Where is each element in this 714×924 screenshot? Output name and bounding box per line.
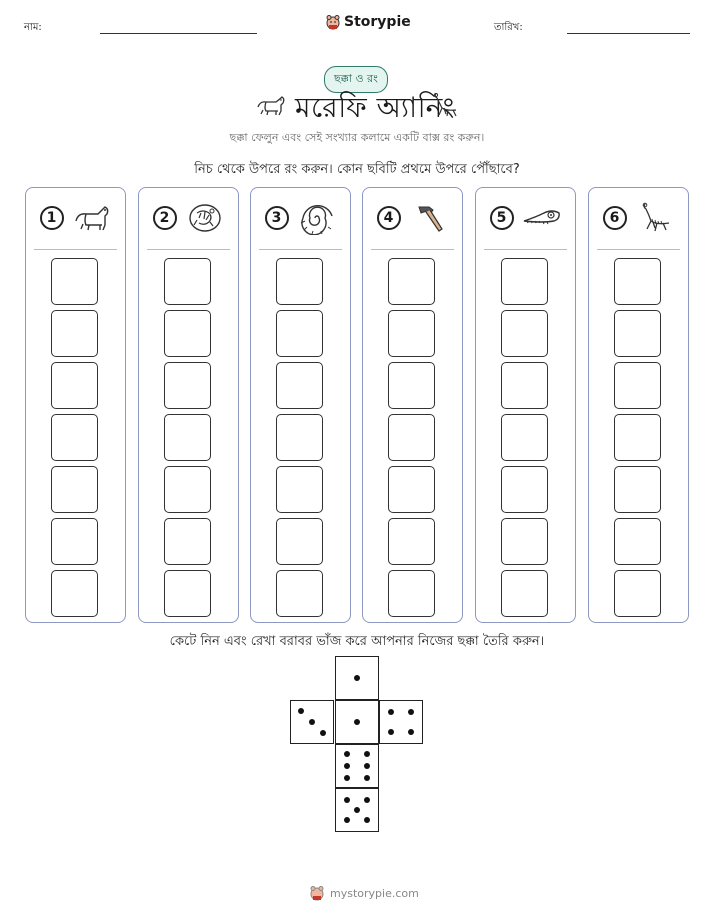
column-divider [484,249,567,250]
dog-icon [72,201,112,235]
instruction-text: নিচ থেকে উপরে রং করুন। কোন ছবিটি প্রথমে উপরে পৌঁছাবে? [194,162,520,177]
date-line[interactable] [567,33,690,34]
dice-pip [344,763,350,769]
color-box[interactable] [388,258,435,305]
hammer-icon [409,201,449,235]
color-box[interactable] [164,518,211,565]
color-box[interactable] [276,518,323,565]
ammonite-icon [297,201,337,235]
column-header [147,200,230,236]
column-2 [138,187,239,623]
plesiosaur-skeleton-icon [635,201,675,235]
dice-pip [344,751,350,757]
column-number: 3 [265,206,289,230]
dice-pip [388,729,394,735]
color-box[interactable] [51,258,98,305]
dice-face-5 [335,788,379,832]
dice-face-4 [379,700,423,744]
color-box[interactable] [614,570,661,617]
color-box[interactable] [614,310,661,357]
subtitle: ছক্কা ফেলুন এবং সেই সংখ্যার কলামে একটি বাক্স রং করুন। [229,131,485,144]
color-box[interactable] [164,414,211,461]
dice-pip [354,675,360,681]
column-divider [597,249,680,250]
dice-pip [408,709,414,715]
column-header [34,200,117,236]
color-box[interactable] [51,362,98,409]
column-4 [362,187,463,623]
column-header [597,200,680,236]
column-divider [34,249,117,250]
color-box[interactable] [51,310,98,357]
color-box[interactable] [276,258,323,305]
color-box[interactable] [276,362,323,409]
box-stack [164,258,211,622]
dice-pip [364,763,370,769]
box-stack [51,258,98,622]
cut-instruction: কেটে নিন এবং রেখা বরাবর ভাঁজ করে আপনার নিজের ছক্কা তৈরি করুন। [169,634,545,649]
color-box[interactable] [164,310,211,357]
color-box[interactable] [388,518,435,565]
dice-pip [309,719,315,725]
column-1 [25,187,126,623]
column-divider [371,249,454,250]
dice-pip [344,817,350,823]
dice-face-1 [335,700,379,744]
color-box[interactable] [164,570,211,617]
plesiosaur-icon [428,90,462,120]
color-box[interactable] [501,414,548,461]
color-box[interactable] [501,570,548,617]
color-box[interactable] [276,414,323,461]
color-box[interactable] [614,258,661,305]
dice-pip [298,708,304,714]
box-stack [388,258,435,622]
color-box[interactable] [501,518,548,565]
date-label: তারিখ: [494,22,523,33]
dice-pip [364,817,370,823]
dice-pip [354,719,360,725]
color-box[interactable] [164,362,211,409]
color-box[interactable] [388,362,435,409]
column-3 [250,187,351,623]
color-box[interactable] [614,362,661,409]
column-number: 6 [603,206,627,230]
dice-pip [364,775,370,781]
color-box[interactable] [276,466,323,513]
brand-logo [326,14,411,30]
name-label: নাম: [24,22,42,33]
footer-url[interactable]: mystorypie.com [330,886,419,900]
color-box[interactable] [501,362,548,409]
color-box[interactable] [501,258,548,305]
column-number: 2 [153,206,177,230]
color-box[interactable] [501,466,548,513]
dice-pip [354,807,360,813]
dice-pip [344,797,350,803]
color-box[interactable] [614,414,661,461]
name-line[interactable] [100,33,257,34]
column-5 [475,187,576,623]
column-header [371,200,454,236]
color-box[interactable] [51,466,98,513]
storypie-mascot-icon [310,885,324,901]
color-box[interactable] [501,310,548,357]
color-box[interactable] [388,570,435,617]
brand-name: Storypie [344,14,411,30]
column-6 [588,187,689,623]
column-number: 4 [377,206,401,230]
color-box[interactable] [276,570,323,617]
color-box[interactable] [614,518,661,565]
storypie-mascot-icon [326,14,340,30]
dice-face-3 [290,700,334,744]
color-box[interactable] [51,518,98,565]
dice-pip [364,751,370,757]
column-header [259,200,342,236]
dice-pip [344,775,350,781]
fossil-stone-icon [185,201,225,235]
dice-pip [408,729,414,735]
column-number: 5 [490,206,514,230]
dice-pip [388,709,394,715]
color-box[interactable] [164,258,211,305]
column-divider [259,249,342,250]
color-box[interactable] [388,414,435,461]
box-stack [501,258,548,622]
dice-face-1 [335,656,379,700]
color-box[interactable] [276,310,323,357]
dice-face-6 [335,744,379,788]
ichthyosaur-skull-icon [522,201,562,235]
color-box[interactable] [388,466,435,513]
color-box[interactable] [388,310,435,357]
color-box[interactable] [51,570,98,617]
color-box[interactable] [614,466,661,513]
page-title: মরেফি অ্যানিং [295,91,455,124]
dice-pip [364,797,370,803]
category-badge: ছক্কা ও রং [324,66,388,93]
column-divider [147,249,230,250]
color-box[interactable] [51,414,98,461]
color-box[interactable] [164,466,211,513]
dice-pip [320,730,326,736]
box-stack [614,258,661,622]
column-number: 1 [40,206,64,230]
dog-icon [254,93,286,119]
footer [310,885,419,901]
box-stack [276,258,323,622]
column-header [484,200,567,236]
